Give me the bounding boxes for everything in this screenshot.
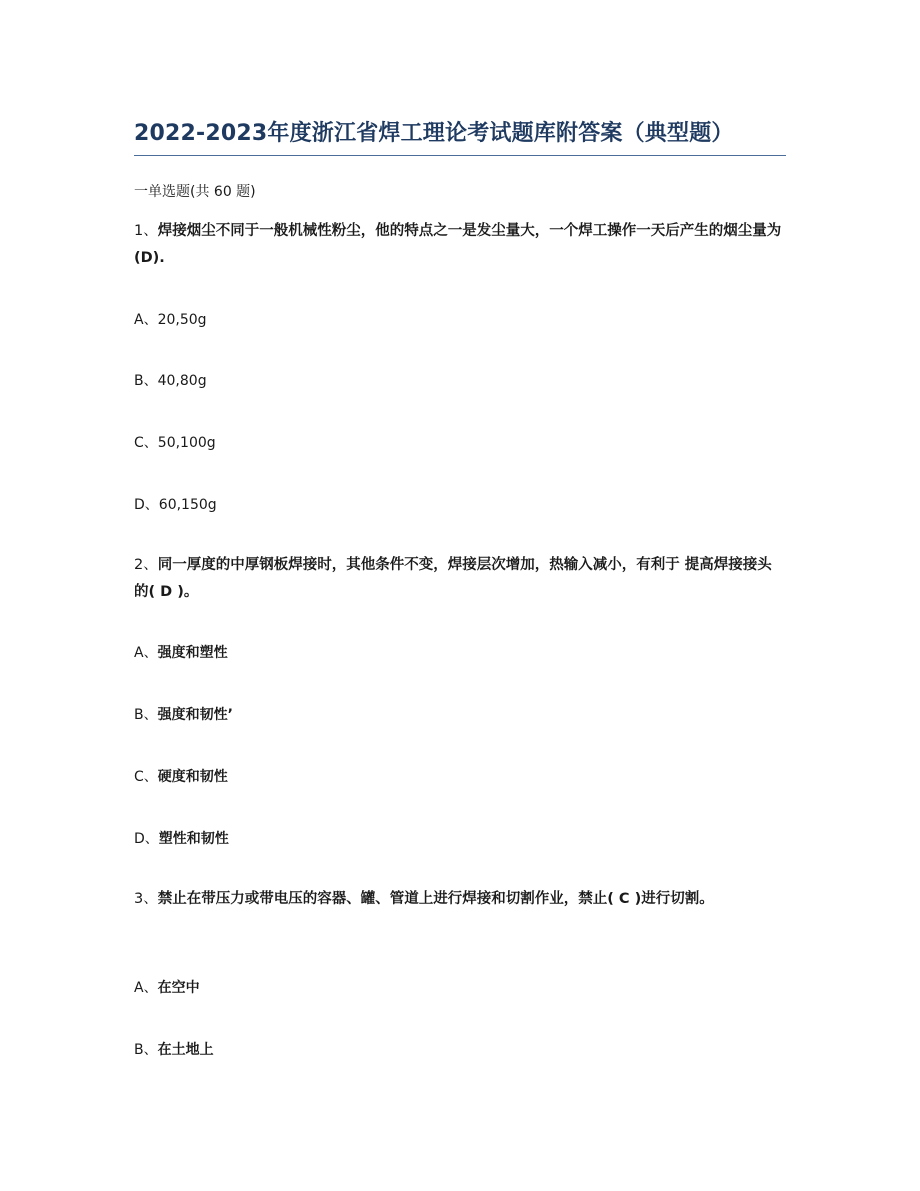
option-text: 60,150g (158, 497, 217, 513)
option-separator: 、 (143, 645, 158, 661)
option-separator: 、 (143, 1042, 158, 1058)
question-1-option-d (134, 494, 217, 514)
option-letter: A (134, 312, 144, 328)
option-letter: D (134, 497, 145, 513)
page-title: 2022-2023年度浙江省焊工理论考试题库附答案（典型题） (134, 121, 734, 146)
option-letter: B (134, 1042, 144, 1058)
option-text: 20,50g (157, 312, 207, 328)
option-letter: B (134, 373, 144, 389)
option-letter: C (134, 435, 144, 451)
option-letter: D (134, 831, 145, 847)
option-separator: 、 (143, 373, 158, 389)
title-divider (134, 155, 786, 156)
option-text: 在土地上 (157, 1042, 214, 1058)
section-heading: 一单选题(共 60 题) (134, 184, 256, 200)
question-2-option-d (134, 828, 229, 848)
option-separator: 、 (143, 435, 158, 451)
option-letter: A (134, 980, 144, 996)
question-2-option-a (134, 642, 228, 662)
question-1-option-b (134, 370, 207, 390)
option-letter: A (134, 645, 144, 661)
question-body: 焊接烟尘不同于一般机械性粉尘，他的特点之一是发尘量大，一个焊工操作一天后产生的烟尘量为(D). (134, 223, 782, 266)
question-1-option-c (134, 432, 216, 452)
option-separator: 、 (143, 707, 158, 723)
question-3-text (134, 886, 786, 913)
question-body: 禁止在带压力或带电压的容器、罐、管道上进行焊接和切割作业，禁止( C )进行切割。 (157, 891, 714, 907)
option-text: 50,100g (157, 435, 216, 451)
option-text: 硬度和韧性 (157, 769, 228, 785)
question-1-option-a (134, 309, 207, 329)
question-3-option-a (134, 977, 200, 997)
question-2-text (134, 552, 786, 606)
option-separator: 、 (144, 497, 159, 513)
option-text: 塑性和韧性 (158, 831, 229, 847)
option-letter: C (134, 769, 144, 785)
question-number: 2、 (134, 557, 158, 573)
option-text: 在空中 (157, 980, 200, 996)
question-number: 1、 (134, 223, 158, 239)
option-separator: 、 (143, 769, 158, 785)
option-letter: B (134, 707, 144, 723)
question-3-option-b (134, 1039, 214, 1059)
question-2-option-c (134, 766, 228, 786)
question-body: 同一厚度的中厚钢板焊接时，其他条件不变，焊接层次增加，热输入减小，有利于 提高焊接接头的( D )。 (134, 557, 772, 600)
option-separator: 、 (143, 312, 158, 328)
question-2-option-b (134, 704, 233, 724)
option-separator: 、 (143, 980, 158, 996)
option-text: 强度和韧性’ (157, 707, 233, 723)
question-number: 3、 (134, 891, 158, 907)
question-1-text (134, 218, 786, 272)
option-text: 40,80g (157, 373, 207, 389)
option-text: 强度和塑性 (157, 645, 228, 661)
option-separator: 、 (144, 831, 159, 847)
